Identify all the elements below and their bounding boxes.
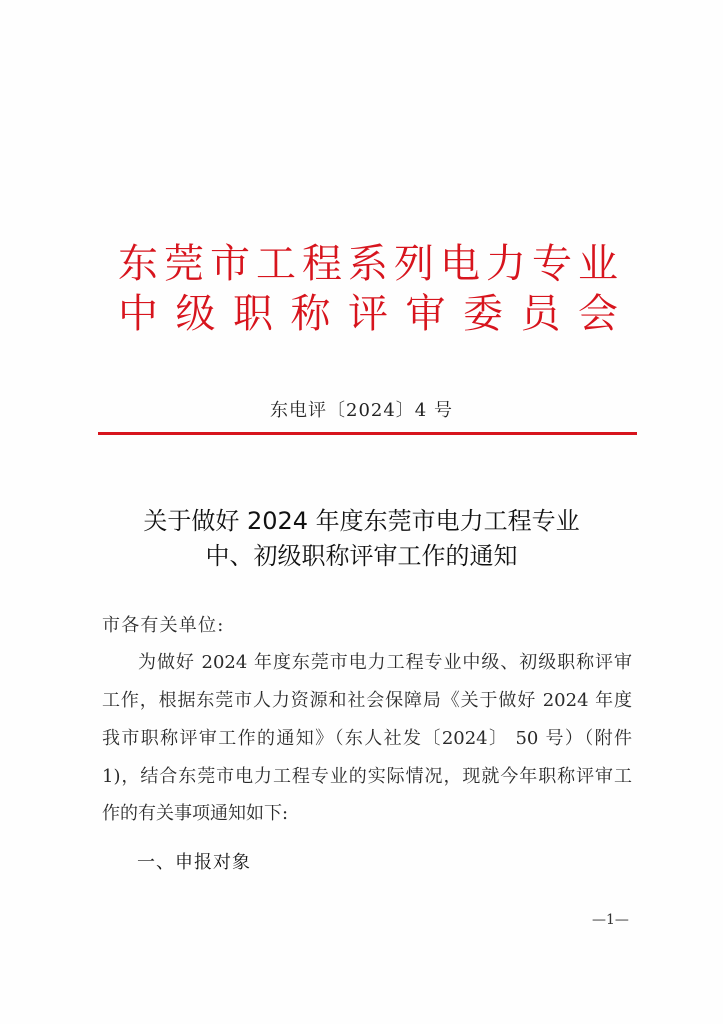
salutation: 市各有关单位: bbox=[102, 615, 225, 636]
paragraph-line: 作的有关事项通知如下: bbox=[102, 803, 289, 824]
title-char: 级 bbox=[175, 291, 216, 337]
title-char: 员 bbox=[520, 291, 561, 337]
title-char: 莞 bbox=[164, 241, 204, 287]
title-char: 市 bbox=[210, 241, 250, 287]
notice-title-line2: 中、初级职称评审工作的通知 bbox=[205, 542, 518, 570]
title-char: 职 bbox=[233, 291, 273, 337]
title-char: 列 bbox=[394, 241, 434, 287]
page-number: —1— bbox=[592, 912, 629, 928]
title-char: 程 bbox=[302, 241, 342, 287]
paragraph-line: 工作，根据东莞市人力资源和社会保障局《关于做好 2024 年度 bbox=[102, 690, 632, 711]
title-char: 工 bbox=[256, 241, 296, 287]
title-char: 电 bbox=[440, 241, 480, 287]
document-number: 东电评〔2024〕4 号 bbox=[270, 400, 453, 421]
title-char: 中 bbox=[118, 291, 158, 337]
title-char: 会 bbox=[578, 291, 618, 337]
paragraph-line: 我市职称评审工作的通知》（东人社发〔2024〕 50 号）（附件 bbox=[102, 728, 632, 749]
paragraph-line: 1)，结合东莞市电力工程专业的实际情况，现就今年职称评审工 bbox=[102, 766, 632, 787]
title-char: 专 bbox=[532, 241, 572, 287]
title-char: 称 bbox=[290, 291, 331, 337]
title-char: 东 bbox=[118, 241, 158, 287]
title-char: 委 bbox=[463, 291, 503, 337]
red-header-rule bbox=[98, 432, 637, 435]
title-char: 力 bbox=[486, 241, 526, 287]
issuing-org-title-line1 bbox=[118, 240, 618, 288]
section-heading: 一、申报对象 bbox=[137, 852, 251, 873]
paragraph-line: 为做好 2024 年度东莞市电力工程专业中级、初级职称评审 bbox=[138, 652, 632, 673]
title-char: 审 bbox=[405, 291, 446, 337]
title-char: 评 bbox=[348, 291, 388, 337]
title-char: 系 bbox=[348, 241, 388, 287]
notice-title-line1: 关于做好 2024 年度东莞市电力工程专业 bbox=[143, 507, 580, 535]
title-char: 业 bbox=[578, 241, 618, 287]
issuing-org-title-line2 bbox=[118, 290, 618, 338]
